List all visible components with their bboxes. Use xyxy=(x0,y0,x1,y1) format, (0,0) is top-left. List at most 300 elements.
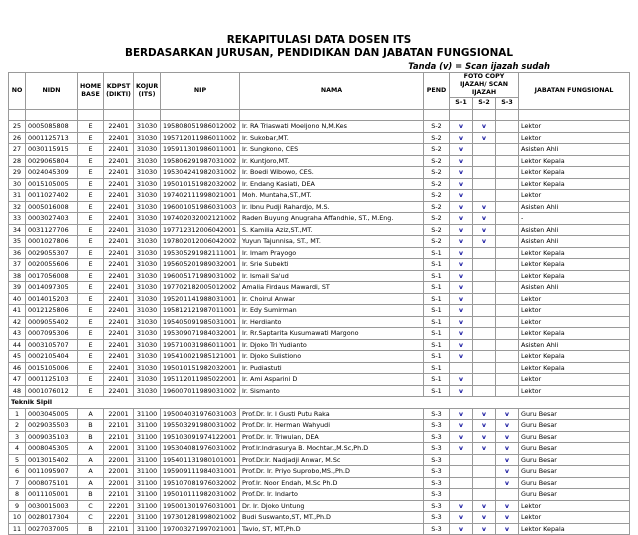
cell-nip: 195405091985031001 xyxy=(161,316,240,328)
cell-no: 2 xyxy=(9,420,26,432)
cell-kdpst: 22401 xyxy=(104,339,134,351)
table-row xyxy=(9,512,630,524)
cell-nip: 195909111984031001 xyxy=(161,466,240,478)
cell-home-base: E xyxy=(78,259,104,271)
table-row xyxy=(9,339,630,351)
cell-kojur: 31100 xyxy=(134,466,161,478)
cell-kdpst: 22401 xyxy=(104,270,134,282)
cell-s3 xyxy=(496,305,519,317)
cell-pend: S-1 xyxy=(424,282,450,294)
cell-nidn: 0014097305 xyxy=(26,282,78,294)
cell-kdpst: 22401 xyxy=(104,155,134,167)
cell-kojur: 31030 xyxy=(134,236,161,248)
cell-kdpst: 22401 xyxy=(104,236,134,248)
table-row xyxy=(9,213,630,225)
cell-s1: v xyxy=(450,144,473,156)
cell-jabatan: Lektor Kepala xyxy=(519,167,630,179)
table-row xyxy=(9,454,630,466)
cell-kojur: 31030 xyxy=(134,259,161,271)
cell-jabatan: Guru Besar xyxy=(519,408,630,420)
cell-no: 40 xyxy=(9,293,26,305)
cell-nama: Amalia Firdaus Mawardi, ST xyxy=(240,282,424,294)
cell-kojur: 31030 xyxy=(134,339,161,351)
cell-no: 8 xyxy=(9,489,26,501)
cell-home-base: E xyxy=(78,362,104,374)
cell-nip: 196007011989031002 xyxy=(161,385,240,397)
col-home-base-header: HOME BASE xyxy=(78,73,104,110)
cell-jabatan: Guru Besar xyxy=(519,431,630,443)
cell-jabatan: Lektor Kepala xyxy=(519,247,630,259)
cell-no: 6 xyxy=(9,466,26,478)
cell-jabatan: Guru Besar xyxy=(519,454,630,466)
cell-no: 5 xyxy=(9,454,26,466)
cell-nama: Dr. Ir. Djoko Untung xyxy=(240,500,424,512)
spacer-cell xyxy=(104,109,134,121)
cell-s3: v xyxy=(496,431,519,443)
table-row xyxy=(9,247,630,259)
cell-kojur: 31030 xyxy=(134,385,161,397)
cell-nip: 196005171989031002 xyxy=(161,270,240,282)
cell-s2 xyxy=(473,282,496,294)
cell-jabatan: Guru Besar xyxy=(519,443,630,455)
cell-kdpst: 22401 xyxy=(104,316,134,328)
cell-pend: S-1 xyxy=(424,385,450,397)
cell-kojur: 31030 xyxy=(134,144,161,156)
report-title: REKAPITULASI DATA DOSEN ITS xyxy=(226,34,412,46)
cell-jabatan: Lektor xyxy=(519,374,630,386)
cell-nama: Prof.Dr. Ir. Priyo Suprobo,MS.,Ph.D xyxy=(240,466,424,478)
cell-s3 xyxy=(496,213,519,225)
cell-pend: S-2 xyxy=(424,224,450,236)
cell-nama: Ir. Sungkono, CES xyxy=(240,144,424,156)
cell-pend: S-1 xyxy=(424,339,450,351)
cell-no: 1 xyxy=(9,408,26,420)
cell-jabatan: Asisten Ahli xyxy=(519,144,630,156)
cell-nama: Ir. Ismail Sa'ud xyxy=(240,270,424,282)
cell-jabatan: Lektor xyxy=(519,316,630,328)
cell-s2: v xyxy=(473,431,496,443)
cell-nidn: 0030015003 xyxy=(26,500,78,512)
cell-s2 xyxy=(473,339,496,351)
cell-jabatan: Lektor Kepala xyxy=(519,328,630,340)
col-nip-header: NIP xyxy=(161,73,240,110)
cell-s1: v xyxy=(450,201,473,213)
cell-s1: v xyxy=(450,236,473,248)
cell-s2 xyxy=(473,270,496,282)
col-pend-header: PEND xyxy=(424,73,450,110)
cell-home-base: E xyxy=(78,178,104,190)
cell-kojur: 31100 xyxy=(134,420,161,432)
cell-s3: v xyxy=(496,466,519,478)
cell-kojur: 31100 xyxy=(134,523,161,535)
cell-nip: 195103091974122001 xyxy=(161,431,240,443)
cell-s1: v xyxy=(450,213,473,225)
cell-home-base: C xyxy=(78,500,104,512)
cell-home-base: E xyxy=(78,121,104,133)
cell-jabatan: Lektor Kepala xyxy=(519,155,630,167)
cell-nidn: 0002105404 xyxy=(26,351,78,363)
cell-kdpst: 22401 xyxy=(104,190,134,202)
cell-kojur: 31030 xyxy=(134,132,161,144)
cell-s1 xyxy=(450,489,473,501)
cell-jabatan: Lektor xyxy=(519,132,630,144)
cell-nidn: 0005085808 xyxy=(26,121,78,133)
cell-s1: v xyxy=(450,247,473,259)
cell-home-base: E xyxy=(78,201,104,213)
cell-kdpst: 22201 xyxy=(104,500,134,512)
cell-s2: v xyxy=(473,420,496,432)
cell-nidn: 0024045309 xyxy=(26,167,78,179)
cell-nidn: 0029055307 xyxy=(26,247,78,259)
cell-jabatan: Lektor xyxy=(519,121,630,133)
cell-jabatan: Asisten Ahli xyxy=(519,282,630,294)
cell-s3 xyxy=(496,282,519,294)
cell-s1: v xyxy=(450,132,473,144)
cell-jabatan: Lektor xyxy=(519,500,630,512)
table-row xyxy=(9,236,630,248)
cell-s2 xyxy=(473,466,496,478)
cell-nama: Ir. Imam Prayogo xyxy=(240,247,424,259)
cell-pend: S-1 xyxy=(424,247,450,259)
cell-kojur: 31030 xyxy=(134,213,161,225)
cell-s1 xyxy=(450,466,473,478)
cell-home-base: A xyxy=(78,443,104,455)
cell-nidn: 0003027403 xyxy=(26,213,78,225)
cell-no: 27 xyxy=(9,144,26,156)
spacer-cell xyxy=(9,109,26,121)
cell-pend: S-2 xyxy=(424,213,450,225)
cell-kdpst: 22401 xyxy=(104,293,134,305)
cell-nama: Ir. Edy Sumirman xyxy=(240,305,424,317)
cell-nidn: 0012125806 xyxy=(26,305,78,317)
cell-pend: S-2 xyxy=(424,178,450,190)
cell-s1: v xyxy=(450,500,473,512)
cell-nama: Prof.Ir.Indrasurya B. Mochtar.,M.Sc,Ph.D xyxy=(240,443,424,455)
cell-jabatan: Asisten Ahli xyxy=(519,339,630,351)
table-row xyxy=(9,420,630,432)
cell-no: 30 xyxy=(9,178,26,190)
cell-jabatan: Lektor Kepala xyxy=(519,362,630,374)
cell-kdpst: 22001 xyxy=(104,443,134,455)
cell-home-base: E xyxy=(78,144,104,156)
cell-s1: v xyxy=(450,316,473,328)
cell-s3 xyxy=(496,132,519,144)
table-body xyxy=(9,109,630,535)
cell-nip: 195309071984032001 xyxy=(161,328,240,340)
cell-s2 xyxy=(473,293,496,305)
cell-jabatan: Guru Besar xyxy=(519,489,630,501)
cell-s2: v xyxy=(473,523,496,535)
cell-s2 xyxy=(473,316,496,328)
cell-s3 xyxy=(496,121,519,133)
group-label: Teknik Sipil xyxy=(9,397,630,409)
cell-s2 xyxy=(473,305,496,317)
table-row xyxy=(9,144,630,156)
table-row xyxy=(9,316,630,328)
cell-s3 xyxy=(496,351,519,363)
table-row xyxy=(9,167,630,179)
cell-pend: S-2 xyxy=(424,144,450,156)
cell-nip: 197301281998021002 xyxy=(161,512,240,524)
cell-nama: S. Kamilia Aziz,ST.,MT. xyxy=(240,224,424,236)
cell-pend: S-3 xyxy=(424,512,450,524)
cell-no: 45 xyxy=(9,351,26,363)
cell-pend: S-1 xyxy=(424,270,450,282)
cell-nidn: 0017056008 xyxy=(26,270,78,282)
table-row xyxy=(9,443,630,455)
cell-no: 26 xyxy=(9,132,26,144)
cell-kdpst: 22401 xyxy=(104,351,134,363)
cell-s2: v xyxy=(473,236,496,248)
cell-pend: S-3 xyxy=(424,489,450,501)
cell-s2: v xyxy=(473,201,496,213)
cell-kdpst: 22401 xyxy=(104,213,134,225)
cell-s3 xyxy=(496,155,519,167)
cell-kojur: 31100 xyxy=(134,408,161,420)
col-fotocopy-header: FOTO COPY IJAZAH/ SCAN IJAZAH xyxy=(450,73,519,98)
table-row xyxy=(9,259,630,271)
cell-kojur: 31030 xyxy=(134,247,161,259)
col-kojur-header: KOJUR (ITS) xyxy=(134,73,161,110)
cell-nidn: 0001076012 xyxy=(26,385,78,397)
table-row xyxy=(9,500,630,512)
cell-nidn: 0015105005 xyxy=(26,178,78,190)
cell-no: 37 xyxy=(9,259,26,271)
cell-home-base: E xyxy=(78,339,104,351)
cell-jabatan: Lektor Kepala xyxy=(519,270,630,282)
cell-s3 xyxy=(496,293,519,305)
cell-nidn: 0009055402 xyxy=(26,316,78,328)
cell-kdpst: 22101 xyxy=(104,523,134,535)
cell-pend: S-1 xyxy=(424,374,450,386)
cell-nidn: 0030115915 xyxy=(26,144,78,156)
cell-nama: Prof.Dr. Ir. Indarto xyxy=(240,489,424,501)
cell-home-base: E xyxy=(78,316,104,328)
cell-pend: S-2 xyxy=(424,201,450,213)
cell-home-base: E xyxy=(78,328,104,340)
cell-nip: 195911301986011001 xyxy=(161,144,240,156)
cell-home-base: E xyxy=(78,374,104,386)
cell-s2 xyxy=(473,144,496,156)
cell-jabatan: Lektor xyxy=(519,190,630,202)
cell-kojur: 31100 xyxy=(134,477,161,489)
cell-nip: 197802012006042002 xyxy=(161,236,240,248)
cell-s1: v xyxy=(450,328,473,340)
cell-pend: S-3 xyxy=(424,443,450,455)
cell-s2 xyxy=(473,155,496,167)
cell-nip: 195304081976031002 xyxy=(161,443,240,455)
cell-nama: Budi Suswanto,ST, MT.,Ph.D xyxy=(240,512,424,524)
cell-pend: S-2 xyxy=(424,167,450,179)
cell-s1: v xyxy=(450,293,473,305)
cell-jabatan: - xyxy=(519,213,630,225)
spacer-cell xyxy=(496,109,519,121)
cell-home-base: E xyxy=(78,270,104,282)
col-nidn-header: NIDN xyxy=(26,73,78,110)
cell-s3: v xyxy=(496,523,519,535)
table-row xyxy=(9,305,630,317)
cell-pend: S-1 xyxy=(424,328,450,340)
cell-nip: 195112011985022001 xyxy=(161,374,240,386)
cell-kdpst: 22401 xyxy=(104,247,134,259)
cell-s1: v xyxy=(450,420,473,432)
group-row xyxy=(9,397,630,409)
cell-kdpst: 22401 xyxy=(104,224,134,236)
cell-home-base: E xyxy=(78,282,104,294)
cell-nip: 195806291987031002 xyxy=(161,155,240,167)
cell-kdpst: 22401 xyxy=(104,178,134,190)
cell-home-base: E xyxy=(78,190,104,202)
table-row xyxy=(9,132,630,144)
cell-kojur: 31100 xyxy=(134,489,161,501)
cell-home-base: B xyxy=(78,523,104,535)
cell-nidn: 0001125713 xyxy=(26,132,78,144)
cell-kdpst: 22101 xyxy=(104,431,134,443)
table-row xyxy=(9,477,630,489)
cell-kojur: 31100 xyxy=(134,454,161,466)
cell-no: 25 xyxy=(9,121,26,133)
cell-home-base: E xyxy=(78,305,104,317)
cell-nip: 195305291982111001 xyxy=(161,247,240,259)
cell-nama: Prof.Ir. Noor Endah, M.Sc Ph.D xyxy=(240,477,424,489)
cell-no: 47 xyxy=(9,374,26,386)
table-row xyxy=(9,190,630,202)
cell-no: 9 xyxy=(9,500,26,512)
cell-pend: S-3 xyxy=(424,466,450,478)
cell-s3: v xyxy=(496,477,519,489)
cell-home-base: B xyxy=(78,431,104,443)
table-row xyxy=(9,178,630,190)
cell-s1: v xyxy=(450,155,473,167)
spacer-cell xyxy=(473,109,496,121)
table-row xyxy=(9,431,630,443)
cell-s3 xyxy=(496,339,519,351)
cell-no: 35 xyxy=(9,236,26,248)
cell-nip: 195001301976031001 xyxy=(161,500,240,512)
cell-s3 xyxy=(496,178,519,190)
cell-nama: Ir. Sukobar,MT. xyxy=(240,132,424,144)
cell-nama: Moh. Muntaha,ST.,MT. xyxy=(240,190,424,202)
cell-home-base: E xyxy=(78,351,104,363)
cell-s2: v xyxy=(473,224,496,236)
table-row xyxy=(9,466,630,478)
cell-nidn: 0031127706 xyxy=(26,224,78,236)
cell-home-base: E xyxy=(78,155,104,167)
cell-pend: S-3 xyxy=(424,431,450,443)
cell-pend: S-1 xyxy=(424,305,450,317)
cell-pend: S-1 xyxy=(424,293,450,305)
cell-pend: S-3 xyxy=(424,500,450,512)
cell-no: 11 xyxy=(9,523,26,535)
cell-nama: Ir. Ami Asparini D xyxy=(240,374,424,386)
cell-no: 28 xyxy=(9,155,26,167)
cell-nidn: 0029035503 xyxy=(26,420,78,432)
cell-nidn: 0008075101 xyxy=(26,477,78,489)
cell-home-base: E xyxy=(78,224,104,236)
cell-no: 7 xyxy=(9,477,26,489)
cell-nidn: 0001027806 xyxy=(26,236,78,248)
cell-jabatan: Lektor xyxy=(519,293,630,305)
cell-nip: 197402111998021001 xyxy=(161,190,240,202)
col-nama-header: NAMA xyxy=(240,73,424,110)
cell-no: 43 xyxy=(9,328,26,340)
spacer-cell xyxy=(26,109,78,121)
cell-kdpst: 22101 xyxy=(104,420,134,432)
cell-s2: v xyxy=(473,500,496,512)
cell-s3: v xyxy=(496,512,519,524)
cell-pend: S-3 xyxy=(424,420,450,432)
cell-s1: v xyxy=(450,408,473,420)
col-s2-header: S-2 xyxy=(473,98,496,110)
cell-nidn: 0009035103 xyxy=(26,431,78,443)
cell-nip: 195808051986012002 xyxy=(161,121,240,133)
cell-nip: 195304241982031002 xyxy=(161,167,240,179)
cell-kdpst: 22401 xyxy=(104,144,134,156)
cell-kdpst: 22101 xyxy=(104,489,134,501)
cell-nip: 195201141988031001 xyxy=(161,293,240,305)
cell-s1: v xyxy=(450,167,473,179)
cell-nip: 197402032002121002 xyxy=(161,213,240,225)
cell-s1: v xyxy=(450,374,473,386)
cell-home-base: B xyxy=(78,489,104,501)
cell-nama: Ir. Rr.Saptarita Kusumawati Margono xyxy=(240,328,424,340)
cell-nidn: 0003045005 xyxy=(26,408,78,420)
cell-nama: Ir. Ibnu Pudji Rahardjo, M.S. xyxy=(240,201,424,213)
table-row xyxy=(9,293,630,305)
cell-kdpst: 22401 xyxy=(104,167,134,179)
cell-kojur: 31030 xyxy=(134,328,161,340)
table-row xyxy=(9,328,630,340)
cell-s3 xyxy=(496,489,519,501)
table-row xyxy=(9,385,630,397)
table-row xyxy=(9,362,630,374)
cell-home-base: A xyxy=(78,408,104,420)
cell-nip: 195010151982032001 xyxy=(161,362,240,374)
cell-s1: v xyxy=(450,190,473,202)
cell-home-base: E xyxy=(78,293,104,305)
cell-nama: Ir. RA Triaswati Moeljono N,M.Kes xyxy=(240,121,424,133)
cell-jabatan: Lektor Kepala xyxy=(519,259,630,271)
cell-kdpst: 22401 xyxy=(104,328,134,340)
cell-s3 xyxy=(496,247,519,259)
cell-nip: 195503291980031002 xyxy=(161,420,240,432)
cell-nidn: 0029065804 xyxy=(26,155,78,167)
lecturer-table xyxy=(8,72,630,535)
cell-s3 xyxy=(496,374,519,386)
cell-s2: v xyxy=(473,213,496,225)
cell-nama: Ir. Boedi Wibowo, CES. xyxy=(240,167,424,179)
cell-pend: S-2 xyxy=(424,121,450,133)
cell-s3 xyxy=(496,144,519,156)
cell-s1: v xyxy=(450,523,473,535)
cell-s1: v xyxy=(450,178,473,190)
table-row xyxy=(9,351,630,363)
cell-s1: v xyxy=(450,431,473,443)
cell-nidn: 0001125103 xyxy=(26,374,78,386)
cell-s1: v xyxy=(450,224,473,236)
cell-nama: Ir. Kuntjoro,MT. xyxy=(240,155,424,167)
cell-kdpst: 22401 xyxy=(104,362,134,374)
cell-kdpst: 22201 xyxy=(104,512,134,524)
cell-nidn: 0014015203 xyxy=(26,293,78,305)
cell-no: 48 xyxy=(9,385,26,397)
table-row xyxy=(9,374,630,386)
spacer-cell xyxy=(519,109,630,121)
cell-nama: Raden Buyung Anugraha Affandhie, ST., M.Eng. xyxy=(240,213,424,225)
cell-nidn: 0005016008 xyxy=(26,201,78,213)
cell-s1: v xyxy=(450,351,473,363)
cell-jabatan: Lektor Kepala xyxy=(519,523,630,535)
